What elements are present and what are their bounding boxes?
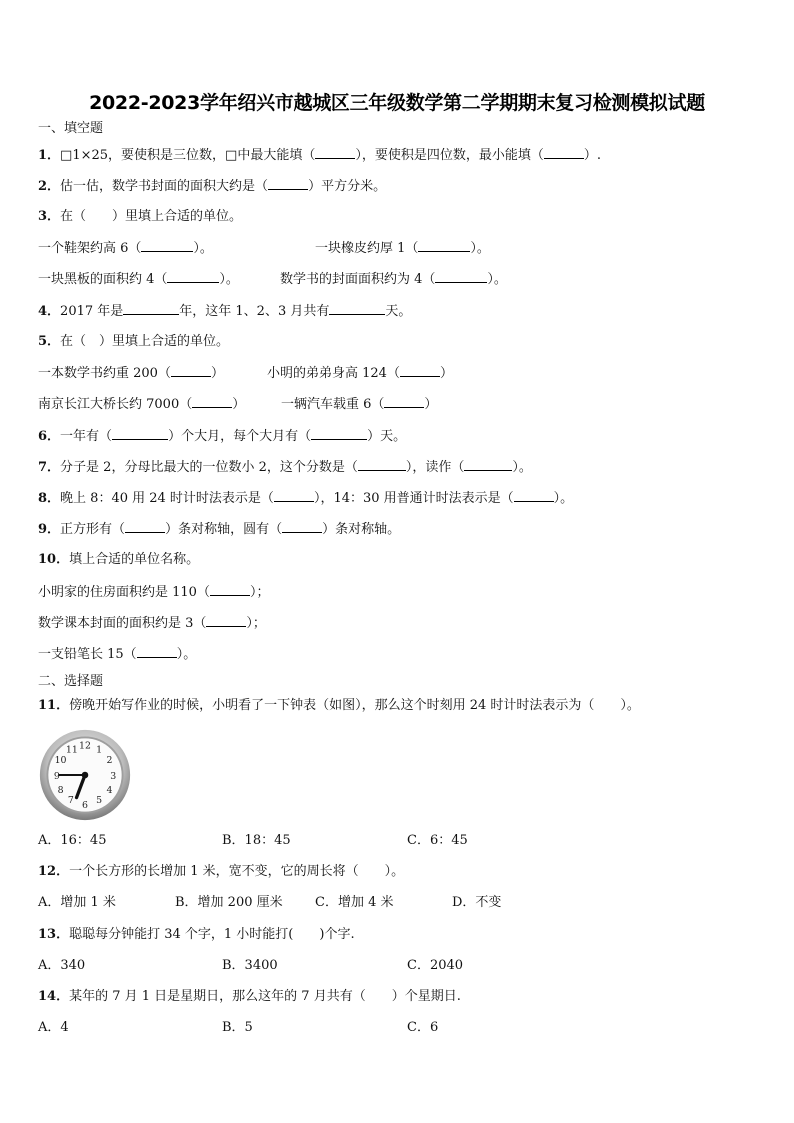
question-text: ），读作（	[405, 460, 465, 475]
question-text: ）。	[553, 491, 574, 506]
question-text: 一个长方形的长增加 1 米，宽不变，它的周长将（ ）。	[69, 864, 405, 879]
answer-blank[interactable]	[315, 146, 355, 159]
question-text: ）个大月，每个大月有（	[168, 429, 312, 444]
question-text: ）.	[583, 148, 601, 163]
question-number: 10．	[38, 552, 70, 567]
question-5	[38, 333, 229, 351]
svg-text:12: 12	[79, 740, 91, 752]
q13-option-c[interactable]: C．2040	[407, 958, 464, 973]
q12-option-d[interactable]: D．不变	[452, 895, 502, 910]
svg-text:4: 4	[106, 784, 113, 796]
answer-blank[interactable]	[282, 520, 322, 533]
answer-blank[interactable]	[400, 364, 440, 377]
question-text: 在（ ）里填上合适的单位。	[60, 209, 243, 224]
question-3-line-1b	[315, 239, 490, 258]
question-text: ）	[424, 397, 438, 412]
question-text: 正方形有（	[60, 522, 126, 537]
question-text: 南京长江大桥长约 7000（	[38, 397, 193, 412]
question-5-line-1	[38, 364, 224, 383]
question-11	[38, 697, 640, 715]
section-choice-heading: 二、选择题	[38, 674, 104, 689]
question-text: ）条对称轴。	[322, 522, 401, 537]
svg-text:1: 1	[96, 744, 103, 756]
question-text: 一辆汽车载重 6（	[281, 397, 385, 412]
q14-option-c[interactable]: C．6	[407, 1020, 439, 1035]
question-text: 年，这年 1、2、3 月共有	[179, 304, 330, 319]
svg-text:10: 10	[54, 754, 67, 766]
question-5-line-1b	[267, 364, 453, 383]
q12-option-a[interactable]: A．增加 1 米	[38, 895, 116, 910]
question-3-line-2b	[280, 270, 507, 289]
question-text: □1×25，要使积是三位数，□中最大能填（	[60, 148, 316, 163]
q13-option-a[interactable]: A．340	[38, 958, 86, 973]
answer-blank[interactable]	[329, 302, 385, 315]
question-number: 11．	[38, 698, 70, 713]
question-number: 3．	[38, 209, 61, 224]
question-number: 5．	[38, 334, 61, 349]
question-6	[38, 427, 406, 446]
answer-blank[interactable]	[206, 614, 246, 627]
question-text: ）；	[246, 616, 266, 631]
question-text: 数学书的封面面积约为 4（	[280, 272, 436, 287]
answer-blank[interactable]	[137, 645, 177, 658]
question-5-line-2b	[281, 395, 437, 414]
question-12	[38, 863, 404, 881]
question-10-line-2	[38, 614, 266, 633]
q12-option-c[interactable]: C．增加 4 米	[315, 895, 394, 910]
question-text: ）	[210, 366, 224, 381]
question-text: 数学课本封面的面积约是 3（	[38, 616, 207, 631]
question-text: ），14：30 用普通计时法表示是（	[313, 491, 514, 506]
question-text: ）条对称轴，圆有（	[165, 522, 283, 537]
question-text: 晚上 8：40 用 24 时计时法表示是（	[60, 491, 274, 506]
question-text: 填上合适的单位名称。	[69, 552, 200, 567]
question-text: ）。	[470, 241, 490, 256]
question-13	[38, 926, 355, 944]
answer-blank[interactable]	[544, 146, 584, 159]
q14-option-a[interactable]: A．4	[38, 1020, 69, 1035]
answer-blank[interactable]	[141, 239, 193, 252]
question-number: 2．	[38, 179, 61, 194]
question-text: ）平方分米。	[308, 179, 387, 194]
question-number: 6．	[38, 429, 61, 444]
question-text: 一个鞋架约高 6（	[38, 241, 142, 256]
question-number: 14．	[38, 989, 70, 1004]
answer-blank[interactable]	[210, 583, 250, 596]
question-text: ）。	[176, 647, 197, 662]
svg-text:8: 8	[57, 784, 64, 796]
q11-option-a[interactable]: A．16：45	[38, 833, 107, 848]
answer-blank[interactable]	[311, 427, 367, 440]
question-text: ），要使积是四位数，最小能填（	[355, 148, 544, 163]
svg-text:2: 2	[106, 754, 113, 766]
answer-blank[interactable]	[358, 458, 406, 471]
svg-text:5: 5	[96, 795, 103, 807]
svg-text:6: 6	[82, 799, 88, 811]
question-10-line-3	[38, 645, 196, 664]
question-text: ）。	[512, 460, 532, 475]
svg-text:7: 7	[67, 795, 74, 807]
question-4	[38, 302, 411, 321]
q11-option-b[interactable]: B．18：45	[222, 833, 291, 848]
q12-option-b[interactable]: B．增加 200 厘米	[175, 895, 283, 910]
q14-option-b[interactable]: B．5	[222, 1020, 253, 1035]
question-text: 在（ ）里填上合适的单位。	[60, 334, 230, 349]
question-text: ）。	[219, 272, 239, 287]
section-fill-in-heading: 一、填空题	[38, 121, 104, 136]
question-text: 分子是 2，分母比最大的一位数小 2，这个分数是（	[60, 460, 358, 475]
question-text: ）。	[487, 272, 507, 287]
answer-blank[interactable]	[192, 395, 232, 408]
question-text: 小明的弟弟身高 124（	[267, 366, 400, 381]
question-7	[38, 458, 532, 477]
answer-blank[interactable]	[125, 520, 165, 533]
question-9	[38, 520, 400, 539]
question-number: 12．	[38, 864, 70, 879]
answer-blank[interactable]	[274, 489, 314, 502]
question-text: ）天。	[367, 429, 407, 444]
question-text: 某年的 7 月 1 日是星期日，那么这年的 7 月共有（ ）个星期日.	[69, 989, 461, 1004]
question-text: 傍晚开始写作业的时候，小明看了一下钟表（如图），那么这个时刻用 24 时计时法表示为（ ）。	[69, 698, 640, 713]
svg-text:3: 3	[110, 770, 117, 782]
answer-blank[interactable]	[268, 177, 308, 190]
question-3-line-2	[38, 270, 239, 289]
question-3	[38, 208, 242, 226]
q13-option-b[interactable]: B．3400	[222, 958, 278, 973]
question-text: ）	[232, 397, 246, 412]
question-number: 13．	[38, 927, 70, 942]
question-8	[38, 489, 573, 508]
answer-blank[interactable]	[464, 458, 512, 471]
question-text: 估一估，数学书封面的面积大约是（	[60, 179, 269, 194]
question-text: 小明家的住房面积约是 110（	[38, 585, 210, 600]
answer-blank[interactable]	[418, 239, 470, 252]
question-3-line-1	[38, 239, 213, 258]
question-text: 一年有（	[60, 429, 113, 444]
question-text: 一块橡皮约厚 1（	[315, 241, 419, 256]
question-5-line-2	[38, 395, 245, 414]
answer-blank[interactable]	[171, 364, 211, 377]
question-text: 聪聪每分钟能打 34 个字，1 小时能打( )个字.	[69, 927, 355, 942]
question-text: ）；	[249, 585, 270, 600]
question-text: 一支铅笔长 15（	[38, 647, 137, 662]
question-text: 天。	[385, 304, 412, 319]
question-number: 4．	[38, 304, 61, 319]
question-number: 9．	[38, 522, 61, 537]
question-number: 7．	[38, 460, 61, 475]
svg-text:11: 11	[65, 744, 78, 756]
question-text: 一本数学书约重 200（	[38, 366, 171, 381]
q11-option-c[interactable]: C．6：45	[407, 833, 468, 848]
question-10	[38, 551, 199, 569]
question-14	[38, 988, 461, 1006]
clock-image	[38, 728, 132, 822]
question-number: 8．	[38, 491, 61, 506]
question-2	[38, 177, 386, 196]
question-text: 2017 年是	[60, 304, 124, 319]
question-text: 一块黑板的面积约 4（	[38, 272, 168, 287]
question-1	[38, 146, 601, 165]
svg-text:9: 9	[53, 770, 60, 782]
answer-blank[interactable]	[112, 427, 168, 440]
answer-blank[interactable]	[123, 302, 179, 315]
question-10-line-1	[38, 583, 269, 602]
answer-blank[interactable]	[384, 395, 424, 408]
answer-blank[interactable]	[514, 489, 554, 502]
answer-blank[interactable]	[167, 270, 219, 283]
question-text: ）	[439, 366, 453, 381]
question-text: ）。	[193, 241, 213, 256]
answer-blank[interactable]	[435, 270, 487, 283]
page-title: 2022-2023学年绍兴市越城区三年级数学第二学期期末复习检测模拟试题	[89, 92, 705, 114]
question-number: 1．	[38, 148, 61, 163]
